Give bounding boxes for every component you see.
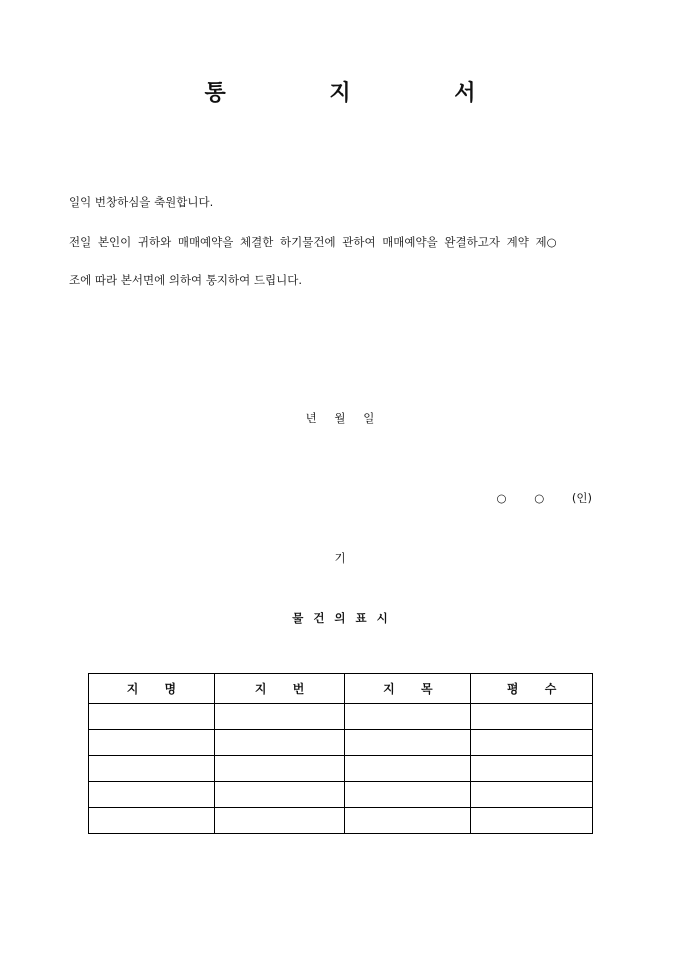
table-cell xyxy=(89,756,215,782)
table-cell xyxy=(89,730,215,756)
table-row xyxy=(89,730,593,756)
table-cell xyxy=(214,808,345,834)
property-section-title: 물건의표시 xyxy=(292,611,398,625)
table-cell xyxy=(89,808,215,834)
table-cell xyxy=(214,730,345,756)
header-area: 평 수 xyxy=(471,674,593,704)
table-cell xyxy=(214,704,345,730)
table-cell xyxy=(214,756,345,782)
greeting-text: 일익 번창하심을 축원합니다. xyxy=(69,195,214,209)
table-cell xyxy=(89,704,215,730)
header-land-name: 지 명 xyxy=(89,674,215,704)
table-row xyxy=(89,782,593,808)
table-cell xyxy=(345,808,471,834)
table-cell xyxy=(345,756,471,782)
header-lot-number: 지 번 xyxy=(214,674,345,704)
table-cell xyxy=(471,782,593,808)
table-cell xyxy=(345,782,471,808)
property-table xyxy=(88,673,593,834)
date-line: 년 월 일 xyxy=(305,411,375,425)
signer-line: ○ ○ (인) xyxy=(496,491,592,505)
table-cell xyxy=(471,704,593,730)
table-cell xyxy=(89,782,215,808)
table-row xyxy=(89,808,593,834)
table-cell xyxy=(471,756,593,782)
header-land-category: 지 목 xyxy=(345,674,471,704)
body-line-1: 전일 본인이 귀하와 매매예약을 체결한 하기물건에 관하여 매매예약을 완결하고자 계약 제○ xyxy=(69,235,557,249)
table-cell xyxy=(214,782,345,808)
gi-marker: 기 xyxy=(334,551,346,565)
body-line-2: 조에 따라 본서면에 의하여 통지하여 드립니다. xyxy=(69,273,303,287)
table-row xyxy=(89,704,593,730)
property-table-header-row xyxy=(89,674,593,704)
document-title: 통 지 서 xyxy=(204,80,524,106)
table-row xyxy=(89,756,593,782)
table-cell xyxy=(471,730,593,756)
table-cell xyxy=(345,730,471,756)
table-cell xyxy=(471,808,593,834)
table-cell xyxy=(345,704,471,730)
